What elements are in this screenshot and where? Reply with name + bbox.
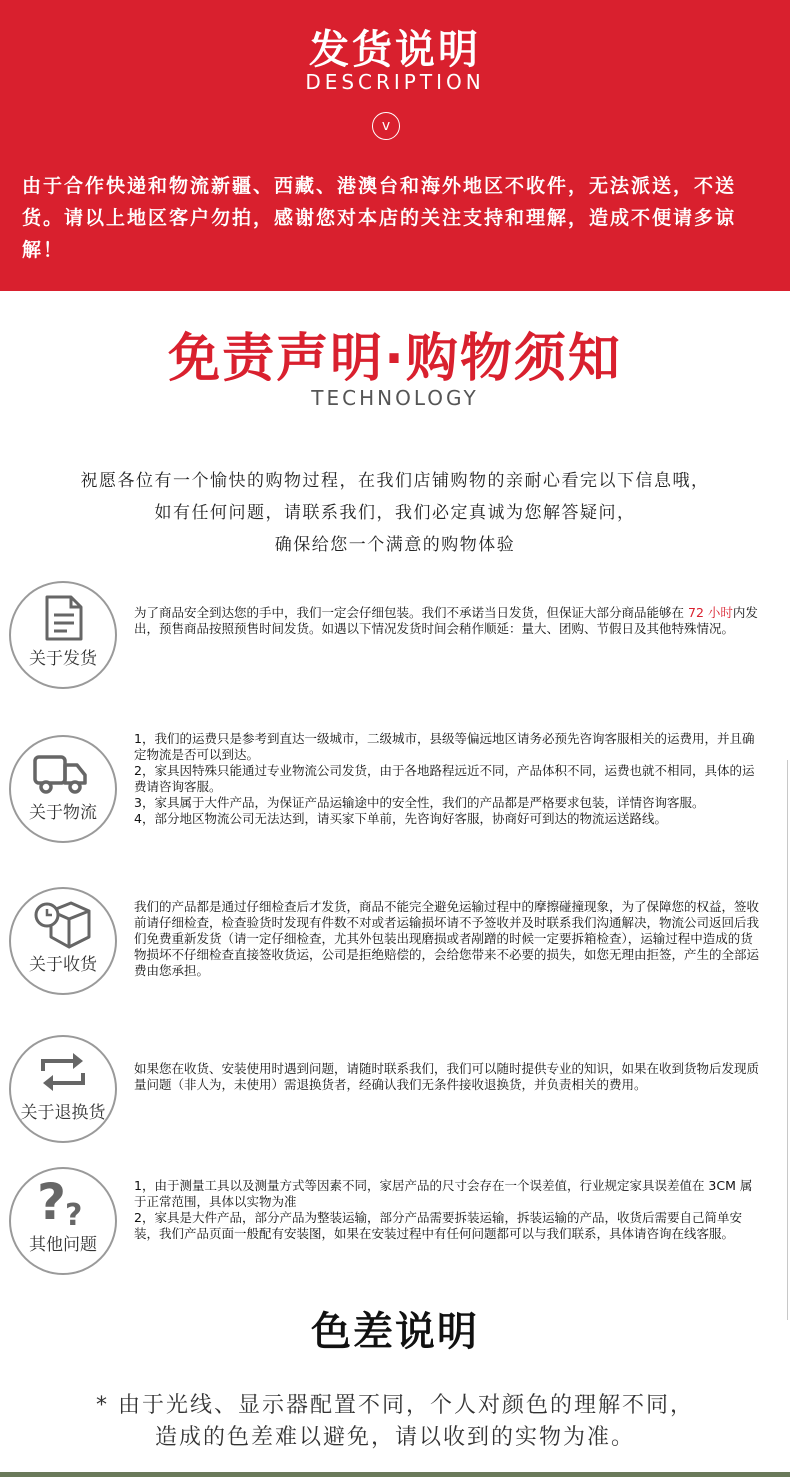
other-text — [134, 1178, 760, 1242]
svg-text:?: ? — [37, 1175, 67, 1231]
truck-icon — [31, 747, 91, 799]
notice-subtitle: TECHNOLOGY — [311, 386, 479, 410]
receiving-text: 我们的产品都是通过仔细检查后才发货，商品不能完全避免运输过程中的摩擦碰撞现象，为了保障您的权益，签收前请仔细检查，检查验货时发现有件数不对或者运输损坏请不予签收并及时联系我们沟通解决，物流公司返回后我们免费重新发货（请一定仔细检查，尤其外包装出现磨损或者剐蹭的时候一定要拆箱检查），运输过程中造成的货物损坏不仔细检查直接签收货运，公司是拒绝赔偿的，会给您带来不必要的损失，如您无理由拒签，产生的全部运费由您承担。 — [134, 899, 760, 978]
notice-intro — [0, 465, 790, 561]
logistics-line: 2，家具因特殊只能通过专业物流公司发货，由于各地路程远近不同，产品体积不同，运费也就不相同，具体的运费请咨询客服。 — [134, 763, 755, 794]
shipping-badge — [9, 581, 117, 689]
divider — [787, 760, 788, 1320]
color-note-title: 色差说明 — [311, 1309, 479, 1355]
chevron-down-icon: v — [372, 112, 400, 140]
banner-text: 由于合作快递和物流新疆、西藏、港澳台和海外地区不收件，无法派送，不送货。请以上地区客户勿拍，感谢您对本店的关注支持和理解，造成不便请多谅解！ — [22, 175, 737, 261]
document-icon — [35, 593, 91, 643]
badge-label: 关于退换货 — [20, 1103, 106, 1123]
svg-text:?: ? — [65, 1198, 83, 1231]
color-note-line: 造成的色差难以避免，请以收到的实物为准。 — [154, 1425, 635, 1450]
logistics-line: 3，家具属于大件产品，为保证产品运输途中的安全性，我们的产品都是严格要求包装，详情咨询客服。 — [134, 795, 705, 810]
badge-label: 关于物流 — [29, 803, 97, 823]
logistics-line: 4，部分地区物流公司无法达到，请买家下单前，先咨询好客服，协商好可到达的物流运送路线。 — [134, 811, 667, 826]
receiving-badge — [9, 887, 117, 995]
other-line: 1，由于测量工具以及测量方式等因素不同，家居产品的尺寸会存在一个误差值，行业规定家具误差值在 3CM 属于正常范围，具体以实物为准 — [134, 1178, 753, 1209]
bottom-bar — [0, 1472, 790, 1477]
logistics-text — [134, 731, 760, 827]
package-clock-icon — [33, 899, 93, 953]
intro-line: 确保给您一个满意的购物体验 — [274, 535, 516, 555]
returns-badge — [9, 1035, 117, 1143]
intro-line: 如有任何问题，请联系我们，我们必定真诚为您解答疑问， — [154, 503, 636, 523]
banner-title: 发货说明 — [309, 27, 481, 73]
exchange-icon — [35, 1047, 91, 1097]
logistics-badge — [9, 735, 117, 843]
returns-text: 如果您在收货、安装使用时遇到问题，请随时联系我们，我们可以随时提供专业的知识，如果在收到货物后发现质量问题（非人为，未使用）需退换货者，经确认我们无条件接收退换货，并负责相关的费用。 — [134, 1061, 760, 1092]
intro-line: 祝愿各位有一个愉快的购物过程，在我们店铺购物的亲耐心看完以下信息哦， — [80, 471, 710, 491]
other-badge — [9, 1167, 117, 1275]
question-icon — [33, 1175, 93, 1231]
logistics-line: 1，我们的运费只是参考到直达一级城市，二级城市，县级等偏远地区请务必预先咨询客服相关的运费用，并且确定物流是否可以到达。 — [134, 731, 755, 762]
notice-title: 免责声明·购物须知 — [168, 329, 622, 389]
shipping-banner — [0, 0, 790, 291]
shipping-text: 为了商品安全到达您的手中，我们一定会仔细包装。我们不承诺当日发货，但保证大部分商品能够在 72 小时内发出，预售商品按照预售时间发货。如遇以下情况发货时间会稍作顺延：量大、团购、节假日及其他特殊情况。 — [134, 605, 758, 636]
color-note-line: * 由于光线、显示器配置不同，个人对颜色的理解不同， — [96, 1393, 694, 1418]
banner-subtitle: DESCRIPTION — [305, 70, 485, 94]
other-line: 2，家具是大件产品，部分产品为整装运输，部分产品需要拆装运输，拆装运输的产品，收货后需要自己简单安装，我们产品页面一般配有安装图，如果在安装过程中有任何问题都可以与我们联系，具体请咨询在线客服。 — [134, 1210, 742, 1241]
highlight-hours: 72 小时 — [684, 605, 733, 620]
badge-label: 关于收货 — [29, 955, 97, 975]
badge-label: 其他问题 — [29, 1235, 97, 1255]
color-note-text — [0, 1390, 790, 1454]
badge-label: 关于发货 — [29, 649, 97, 669]
